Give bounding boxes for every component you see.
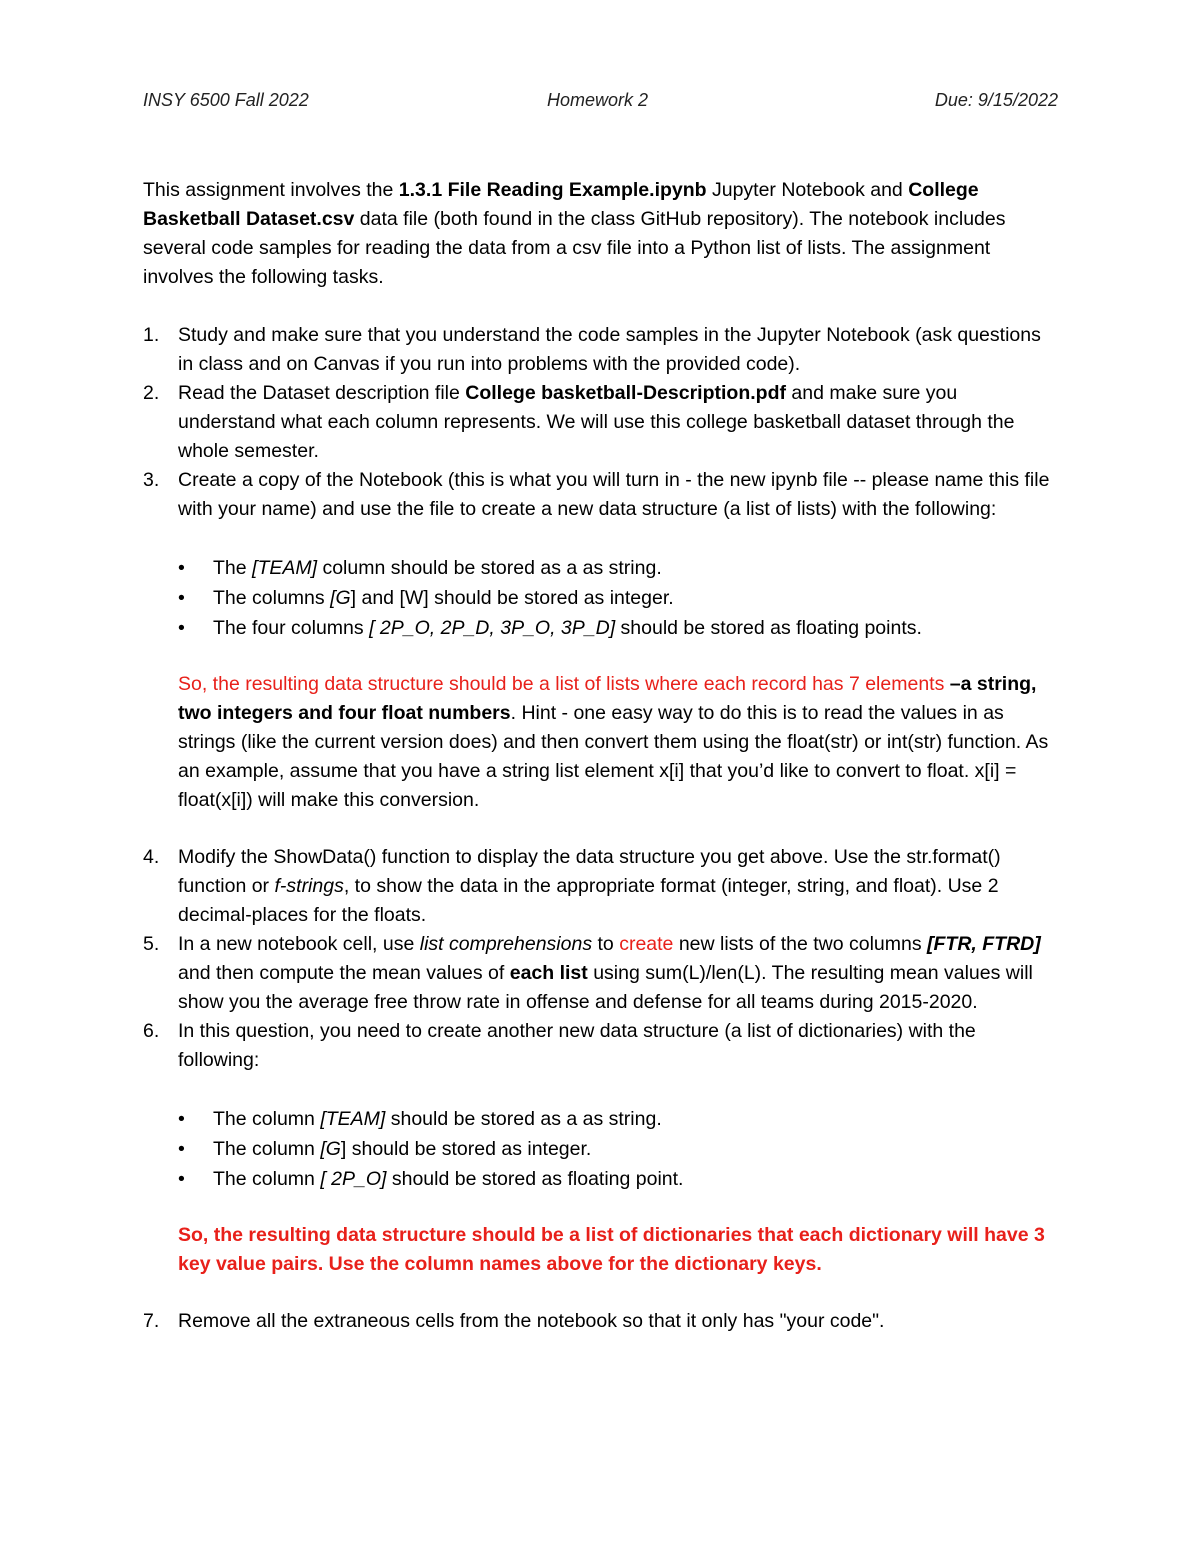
task-3-note <box>178 670 1058 815</box>
list-item <box>178 1134 1058 1164</box>
task-text: Study and make sure that you understand the code samples in the Jupyter Notebook (ask questions in class and on Canvas if you run into problems with the provided code). <box>178 324 1041 375</box>
task-number: 4. <box>143 846 160 868</box>
bullet-icon: • <box>178 1138 185 1160</box>
assignment-label: Homework 2 <box>547 90 649 110</box>
bullet-text: The column <box>213 1138 321 1160</box>
intro-text: This assignment involves the <box>143 179 399 201</box>
column-name: [TEAM] <box>320 1108 386 1130</box>
bullet-icon: • <box>178 1168 185 1190</box>
list-item <box>178 1164 1058 1194</box>
task-text: Remove all the extraneous cells from the notebook so that it only has "your code". <box>178 1310 885 1332</box>
column-name: [FTR, FTRD] <box>927 933 1041 955</box>
page-header <box>143 90 1058 118</box>
bullet-icon: • <box>178 617 185 639</box>
bullet-text: should be stored as floating points. <box>615 617 922 639</box>
intro-paragraph <box>143 176 1058 292</box>
bullet-text: The column <box>213 1108 321 1130</box>
column-name: [G <box>320 1138 341 1160</box>
bullet-text: The four columns <box>213 617 370 639</box>
task-item-2 <box>143 379 1058 466</box>
column-requirements-list <box>178 1104 1058 1194</box>
task-text: to <box>592 933 620 955</box>
task-number: 6. <box>143 1020 160 1042</box>
course-label: INSY 6500 Fall 2022 <box>143 90 309 110</box>
bullet-text: should be stored as floating point. <box>386 1168 684 1190</box>
bullet-text: should be stored as a as string. <box>385 1108 662 1130</box>
task-text: In a new notebook cell, use <box>178 933 420 955</box>
note-emphasis: –a string, two integers and four float numbers <box>178 673 1037 724</box>
highlighted-note: So, the resulting data structure should be a list of lists where each record has 7 elements <box>178 673 950 695</box>
task-item-4 <box>143 843 1058 930</box>
bullet-text: The columns <box>213 587 331 609</box>
intro-text: Jupyter Notebook and <box>706 179 909 201</box>
bullet-text: column should be stored as a as string. <box>317 557 662 579</box>
bullet-icon: • <box>178 1108 185 1130</box>
task-text: Read the Dataset description file <box>178 382 466 404</box>
bullet-icon: • <box>178 587 185 609</box>
task-list <box>143 321 1058 1336</box>
task-number: 2. <box>143 382 160 404</box>
task-item-1 <box>143 321 1058 379</box>
task-text: using sum(L)/len(L). The resulting mean values will show you the average free throw rate in offense and defense for all teams during 2015-2020. <box>178 962 1033 1013</box>
list-item <box>178 1104 1058 1134</box>
document-body <box>143 176 1058 1336</box>
task-text: Create a copy of the Notebook (this is what you will turn in - the new ipynb file -- please name this file with your name) and use the file to create a new data structure (a list of lists) with the following: <box>178 469 1050 520</box>
task-text: In this question, you need to create another new data structure (a list of dictionaries) with the following: <box>178 1020 976 1071</box>
task-number: 7. <box>143 1310 160 1332</box>
task-text: , to show the data in the appropriate format (integer, string, and float). Use 2 decimal-places for the floats. <box>178 875 999 926</box>
task-text: and then compute the mean values of <box>178 962 510 984</box>
list-item <box>178 613 1058 643</box>
task-emphasis: each list <box>509 962 588 984</box>
bullet-text: The column <box>213 1168 321 1190</box>
highlighted-word: create <box>619 933 674 955</box>
column-name: [ 2P_O, 2P_D, 3P_O, 3P_D] <box>369 617 616 639</box>
task-text: new lists of the two columns <box>673 933 928 955</box>
task-number: 3. <box>143 469 160 491</box>
intro-text: data file (both found in the class GitHub repository). The notebook includes several code samples for reading the data from a csv file into a Python list of lists. The assignment involves the following tasks. <box>143 208 1006 288</box>
list-item <box>178 553 1058 583</box>
column-name: [ 2P_O] <box>320 1168 387 1190</box>
task-item-6 <box>143 1017 1058 1307</box>
task-text: and make sure you understand what each column represents. We will use this college basketball dataset through the whole semester. <box>178 382 1015 462</box>
dataset-filename: College Basketball Dataset.csv <box>143 179 979 230</box>
bullet-text: ] should be stored as integer. <box>340 1138 592 1160</box>
note-text: . Hint - one easy way to do this is to read the values in as strings (like the current version does) and then convert them using the float(str) or int(str) function. As an example, assume that you have a string list element x[i] that you’d like to convert to float. x[i] = float(x[i]) will make this conversion. <box>178 702 1049 811</box>
task-6-note: So, the resulting data structure should be a list of dictionaries that each dictionary will have 3 key value pairs. Use the column names above for the dictionary keys. <box>178 1224 1045 1275</box>
list-item <box>178 583 1058 613</box>
task-number: 5. <box>143 933 160 955</box>
bullet-text: The <box>213 557 253 579</box>
column-name: [G <box>330 587 351 609</box>
task-emphasis: list comprehensions <box>419 933 593 955</box>
task-item-3 <box>143 466 1058 843</box>
task-text: Modify the ShowData() function to display the data structure you get above. Use the str.format() function or <box>178 846 1001 897</box>
notebook-filename: 1.3.1 File Reading Example.ipynb <box>398 179 707 201</box>
column-requirements-list <box>178 553 1058 643</box>
column-name: [TEAM] <box>252 557 318 579</box>
bullet-text: ] and [W] should be stored as integer. <box>350 587 674 609</box>
description-filename: College basketball-Description.pdf <box>465 382 786 404</box>
task-emphasis: f-strings <box>274 875 344 897</box>
task-number: 1. <box>143 324 160 346</box>
bullet-icon: • <box>178 557 185 579</box>
task-item-7 <box>143 1307 1058 1336</box>
task-item-5 <box>143 930 1058 1017</box>
due-date-label: Due: 9/15/2022 <box>934 90 1058 110</box>
